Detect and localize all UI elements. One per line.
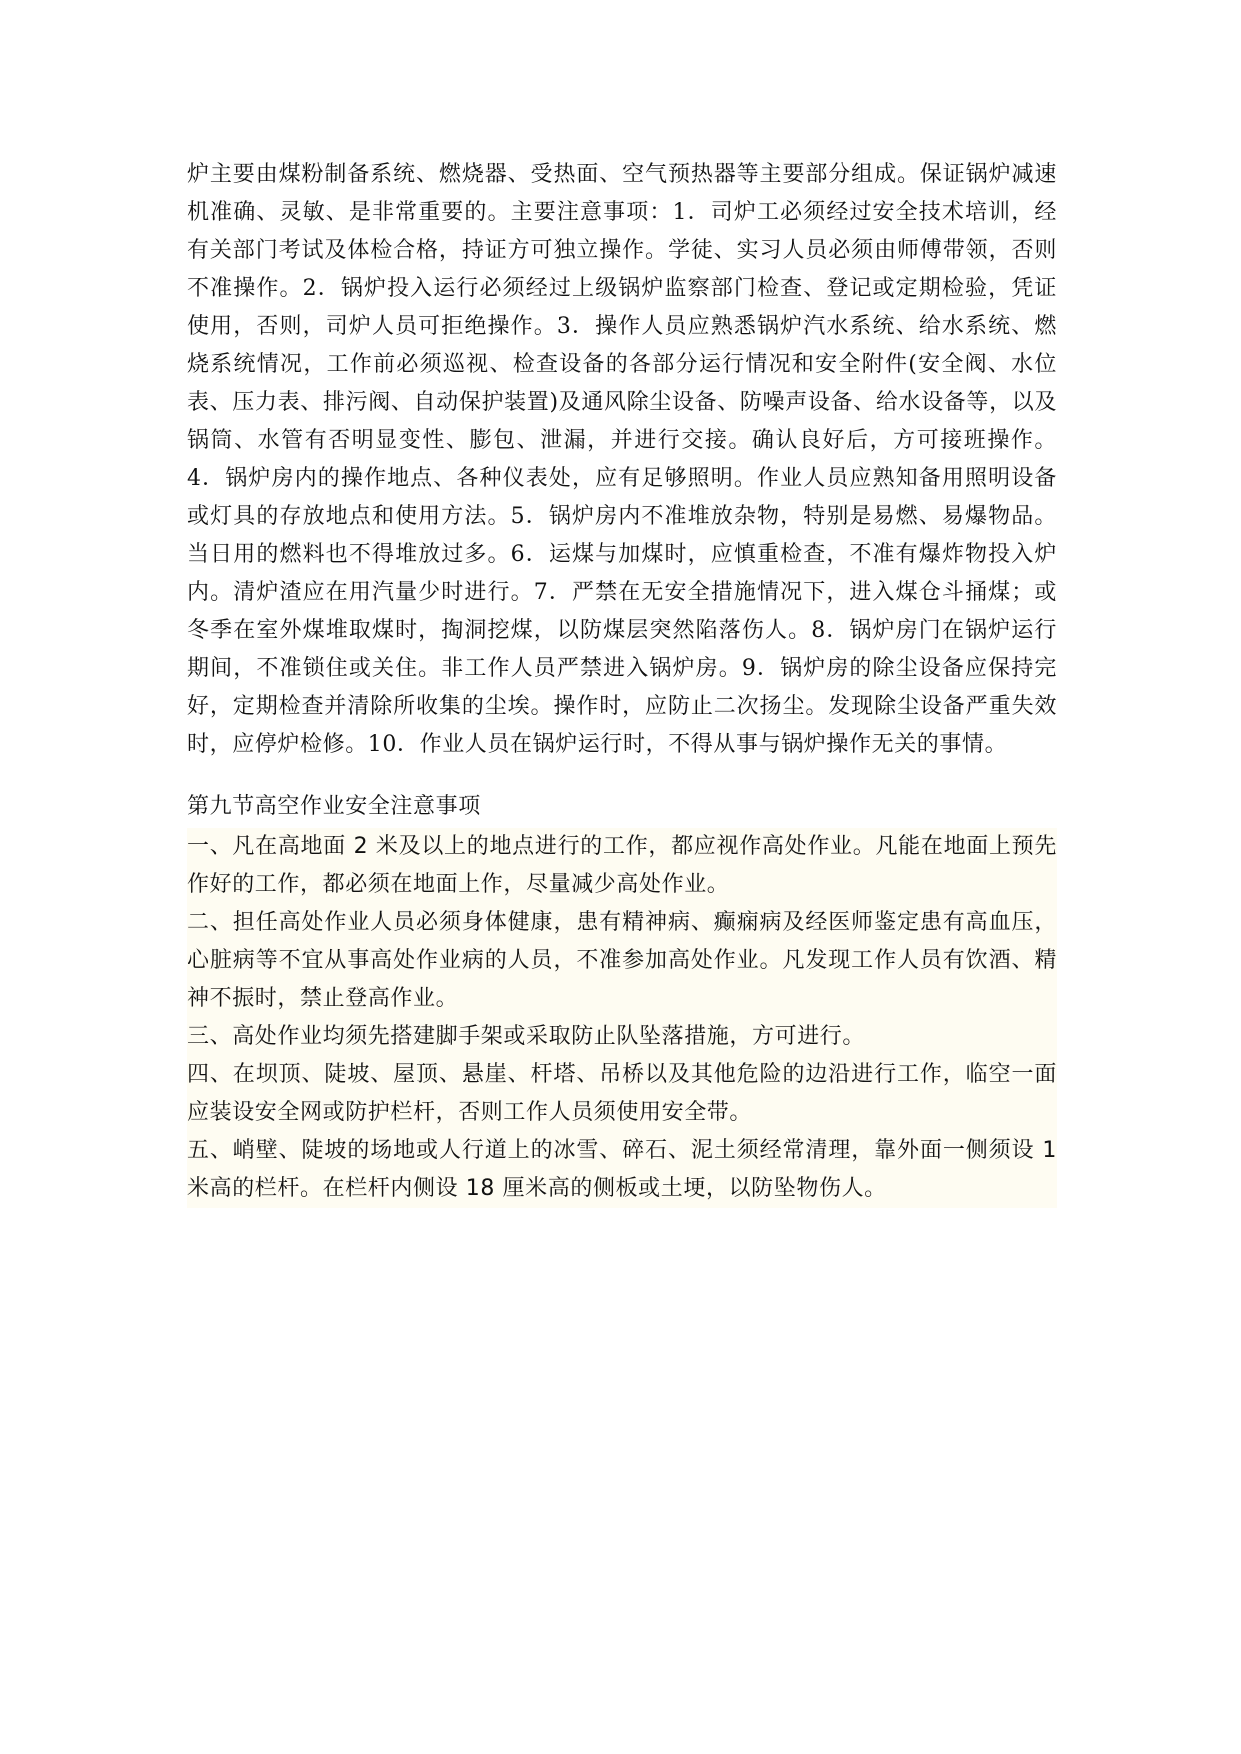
section-item-3: 三、高处作业均须先搭建脚手架或采取防止队坠落措施，方可进行。 xyxy=(187,1024,866,1049)
section-items xyxy=(187,828,1057,1208)
intro-paragraph: 炉主要由煤粉制备系统、燃烧器、受热面、空气预热器等主要部分组成。保证锅炉减速机准确、灵敏、是非常重要的。主要注意事项：1．司炉工必须经过安全技术培训，经有关部门考试及体检合格，持证方可独立操作。学徒、实习人员必须由师傅带领，否则不准操作。2．锅炉投入运行必须经过上级锅炉监察部门检查、登记或定期检验，凭证使用，否则，司炉人员可拒绝操作。3．操作人员应熟悉锅炉汽水系统、给水系统、燃烧系统情况，工作前必须巡视、检查设备的各部分运行情况和安全附件(安全阀、水位表、压力表、排污阀、自动保护装置)及通风除尘设备、防噪声设备、给水设备等，以及锅筒、水管有否明显变性、膨包、泄漏，并进行交接。确认良好后，方可接班操作。4．锅炉房内的操作地点、各种仪表处，应有足够照明。作业人员应熟知备用照明设备或灯具的存放地点和使用方法。5．锅炉房内不准堆放杂物，特别是易燃、易爆物品。当日用的燃料也不得堆放过多。6．运煤与加煤时，应慎重检查，不准有爆炸物投入炉内。清炉渣应在用汽量少时进行。7．严禁在无安全措施情况下，进入煤仓斗捅煤；或冬季在室外煤堆取煤时，掏洞挖煤，以防煤层突然陷落伤人。8．锅炉房门在锅炉运行期间，不准锁住或关住。非工作人员严禁进入锅炉房。9．锅炉房的除尘设备应保持完好，定期检查并清除所收集的尘埃。操作时，应防止二次扬尘。发现除尘设备严重失效时，应停炉检修。10．作业人员在锅炉运行时，不得从事与锅炉操作无关的事情。 xyxy=(187,162,1057,757)
document-page xyxy=(187,156,1057,1208)
section-item-5: 五、峭壁、陡坡的场地或人行道上的冰雪、碎石、泥土须经常清理，靠外面一侧须设 1 米高的栏杆。在栏杆内侧设 18 厘米高的侧板或土埂，以防坠物伤人。 xyxy=(187,1138,1057,1201)
paragraph-gap xyxy=(187,764,1057,788)
section-item-4: 四、在坝顶、陡坡、屋顶、悬崖、杆塔、吊桥以及其他危险的边沿进行工作，临空一面应装设安全网或防护栏杆，否则工作人员须使用安全带。 xyxy=(187,1062,1057,1125)
section-item-2: 二、担任高处作业人员必须身体健康，患有精神病、癫痫病及经医师鉴定患有高血压，心脏病等不宜从事高处作业病的人员，不准参加高处作业。凡发现工作人员有饮酒、精神不振时，禁止登高作业。 xyxy=(187,910,1057,1011)
section-title: 第九节高空作业安全注意事项 xyxy=(187,794,481,819)
section-item-1: 一、凡在高地面 2 米及以上的地点进行的工作，都应视作高处作业。凡能在地面上预先作好的工作，都必须在地面上作，尽量减少高处作业。 xyxy=(187,834,1057,897)
